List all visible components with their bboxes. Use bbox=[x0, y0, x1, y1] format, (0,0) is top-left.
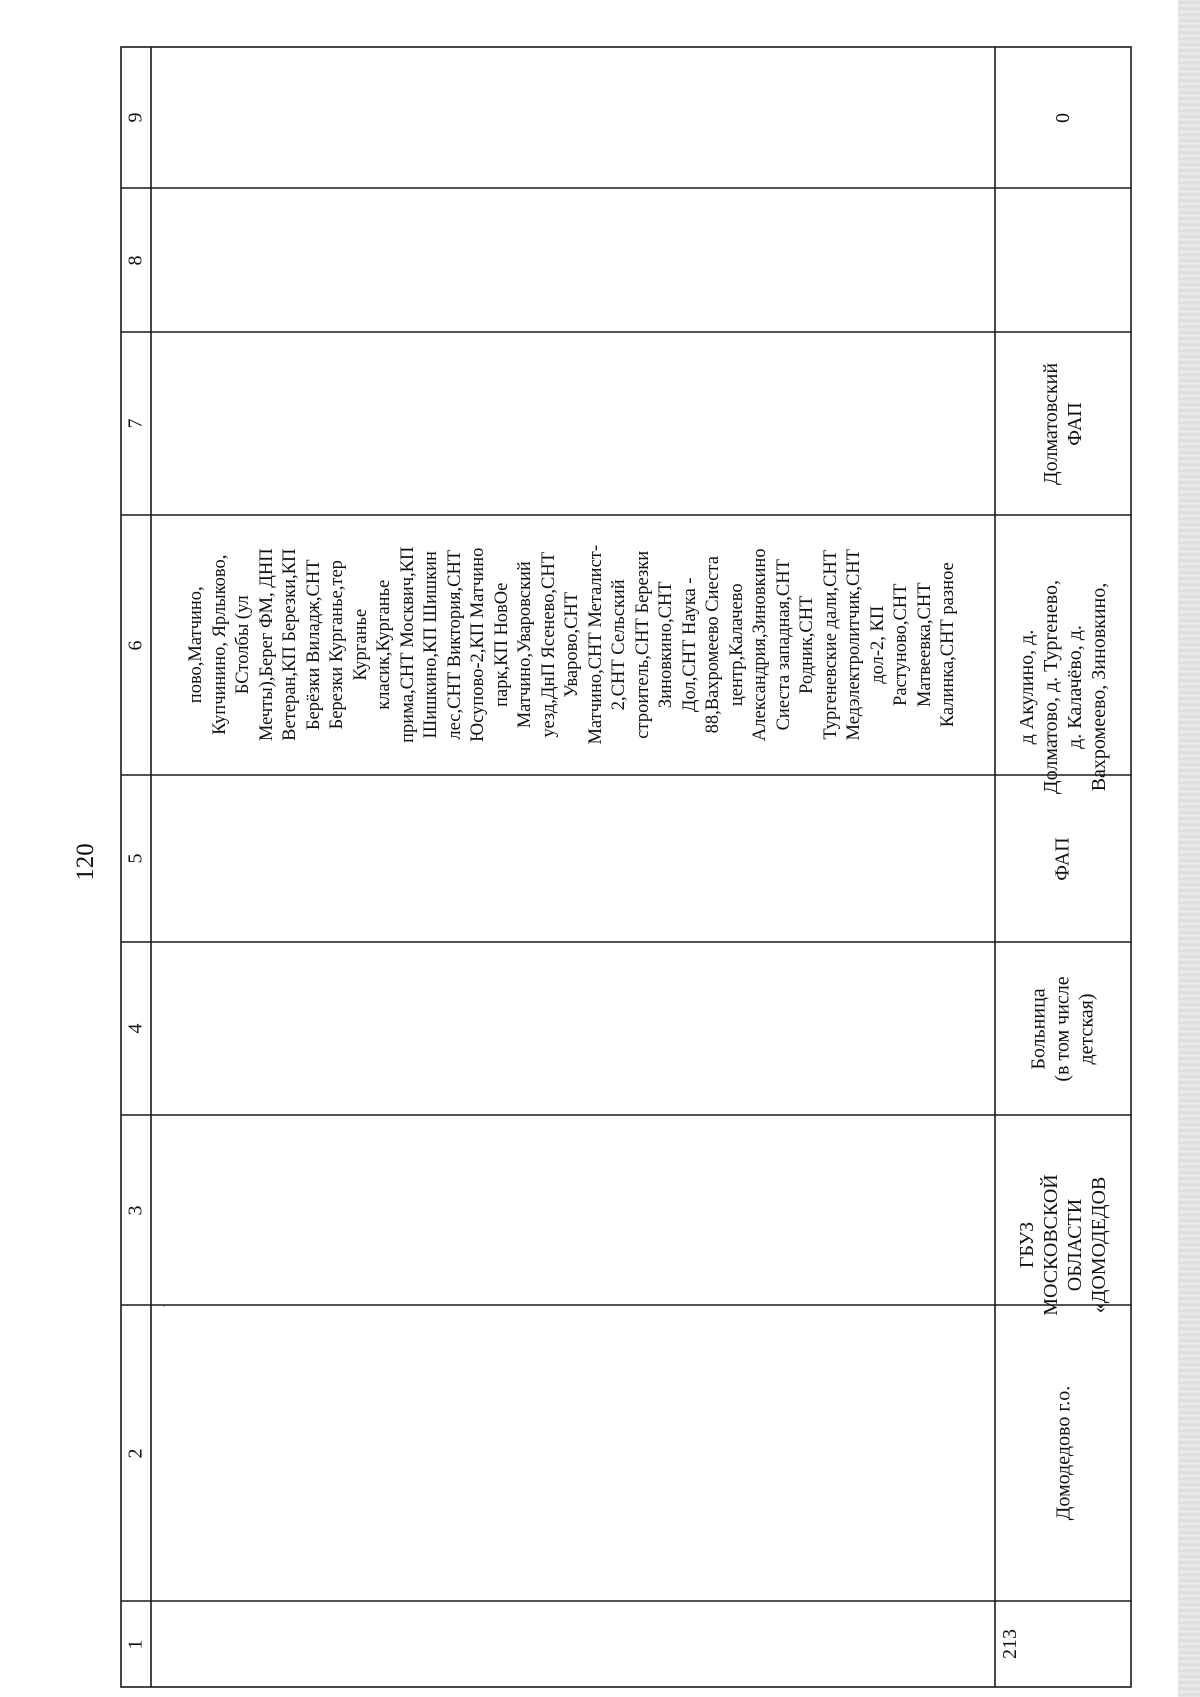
settlements-line: д. Калачёво, д. bbox=[1064, 625, 1086, 749]
settlements-line: Вахромеево, Зиновкино, bbox=[1088, 582, 1110, 792]
organization-line: МОСКОВСКОЙ bbox=[1040, 1174, 1063, 1316]
settlements-line: Берёзки Виладж,СНТ bbox=[303, 559, 324, 731]
page-number-text: 120 bbox=[72, 843, 99, 881]
row-number: 213 bbox=[999, 1629, 1021, 1659]
header-label: 7 bbox=[124, 418, 147, 429]
scan-edge bbox=[1178, 0, 1200, 1697]
row213-district bbox=[995, 1305, 1131, 1601]
header-label: 5 bbox=[124, 853, 147, 864]
settlements-line: 88,Вахромеево Сиеста bbox=[703, 556, 724, 734]
header-label: 8 bbox=[124, 255, 147, 265]
settlements-line: парк,КП НовОе bbox=[491, 582, 512, 708]
header-label: 4 bbox=[124, 1023, 147, 1034]
row213-organization bbox=[995, 1115, 1131, 1316]
organization-line: ГБУЗ bbox=[1016, 1221, 1039, 1269]
settlements-list bbox=[185, 545, 961, 745]
settlements-line: Тургеневские дали,СНТ bbox=[820, 550, 841, 740]
row213-number bbox=[995, 1601, 1025, 1687]
settlements-line: Медэлектролитчик,СНТ bbox=[844, 549, 865, 741]
settlements-line: Мечты),Берег ФМ, ДНП bbox=[256, 548, 277, 742]
header-label: 6 bbox=[124, 640, 147, 650]
facility-type-line: детская) bbox=[1075, 992, 1098, 1065]
settlements-line: уезд,ДнП Ясенево,СНТ bbox=[538, 552, 559, 738]
header-col-5 bbox=[121, 775, 151, 942]
settlements-line: Березки Курганье,тер bbox=[327, 560, 348, 730]
organization-line: «ДОМОДЕДОВ bbox=[1088, 1176, 1111, 1314]
settlements-line: класик,Курганье bbox=[374, 580, 395, 710]
settlements-line: Зиновкино,СНТ bbox=[656, 581, 677, 709]
settlements-line: Матчино,Уваровский bbox=[515, 561, 536, 729]
cell-value: Домодедово г.о. bbox=[1052, 1385, 1074, 1521]
header-label: 2 bbox=[124, 1448, 147, 1458]
header-col-9 bbox=[121, 47, 151, 188]
settlements-line: Уварово,СНТ bbox=[562, 592, 583, 698]
settlements-line: Курганье bbox=[350, 609, 371, 681]
page-number bbox=[68, 832, 104, 892]
settlements-line: 2,СНТ Сельский bbox=[609, 579, 630, 711]
settlements-line: Дол,СНТ Наука - bbox=[679, 577, 700, 713]
settlements-line: Шишкино,КП Шишкин bbox=[421, 551, 442, 739]
settlements-line: дол-2, КП bbox=[867, 606, 888, 685]
settlements-line: Растуново,СНТ bbox=[891, 583, 912, 707]
facility-type-line: Больница bbox=[1027, 987, 1050, 1070]
row213-facility-type bbox=[995, 942, 1131, 1115]
row213-col8 bbox=[995, 188, 1131, 332]
header-col-1 bbox=[121, 1601, 151, 1687]
settlements-line: Сиеста западная,СНТ bbox=[773, 559, 794, 731]
unit-name-line: Долматовский bbox=[1039, 362, 1062, 485]
header-col-2 bbox=[121, 1305, 151, 1601]
settlements-line: центр,Калачево bbox=[726, 583, 747, 707]
settlements-line: лес,СНТ Виктория,СНТ bbox=[444, 550, 465, 740]
header-col-4 bbox=[121, 942, 151, 1115]
continuation-settlements-cell bbox=[151, 515, 995, 775]
header-col-8 bbox=[121, 188, 151, 332]
settlements-line: Купчинино, Ярлыково, bbox=[209, 554, 230, 736]
settlements-line: строитель,СНТ Березки bbox=[632, 551, 653, 739]
settlements-line: Матчино,СНТ Металист- bbox=[585, 545, 606, 745]
organization-line: ОБЛАСТИ bbox=[1064, 1198, 1087, 1292]
settlements-line: Долматово, д. Тургенево, bbox=[1040, 579, 1062, 795]
cell-value: ФАП bbox=[1052, 836, 1074, 881]
facility-type-line: (в том числе bbox=[1051, 975, 1074, 1082]
scan-speck bbox=[163, 1305, 165, 1307]
cell-value: 0 bbox=[1052, 112, 1074, 123]
unit-name-line: ФАП bbox=[1063, 401, 1086, 446]
settlements-line: пово,Матчино, bbox=[186, 586, 207, 704]
header-label: 3 bbox=[124, 1205, 147, 1215]
row213-unit-type bbox=[995, 775, 1131, 942]
settlements-line: прима,СНТ Москвич,КП bbox=[397, 546, 418, 744]
settlements-line: Юсупово-2,КП Матчино bbox=[468, 547, 489, 743]
settlements-line: Калинка,СНТ разное bbox=[938, 562, 959, 728]
settlements-line: Александрия,Зиновкино bbox=[750, 548, 771, 742]
table-border bbox=[121, 47, 1131, 1687]
header-col-6 bbox=[121, 515, 151, 775]
settlements-line: БСтолбы (ул bbox=[233, 595, 254, 695]
settlements-line: д Акулино, д. bbox=[1016, 629, 1038, 745]
settlements-line: Ветеран,КП Березки,КП bbox=[280, 548, 301, 742]
settlements-line: Родник,СНТ bbox=[797, 595, 818, 695]
settlements-line: Матвеевка,СНТ bbox=[914, 582, 935, 708]
header-label: 9 bbox=[124, 112, 147, 123]
header-col-7 bbox=[121, 332, 151, 515]
header-col-3 bbox=[121, 1115, 151, 1305]
row213-col9 bbox=[995, 47, 1131, 188]
row213-settlements bbox=[995, 515, 1131, 795]
row213-unit-name bbox=[995, 332, 1131, 515]
header-label: 1 bbox=[124, 1639, 147, 1649]
